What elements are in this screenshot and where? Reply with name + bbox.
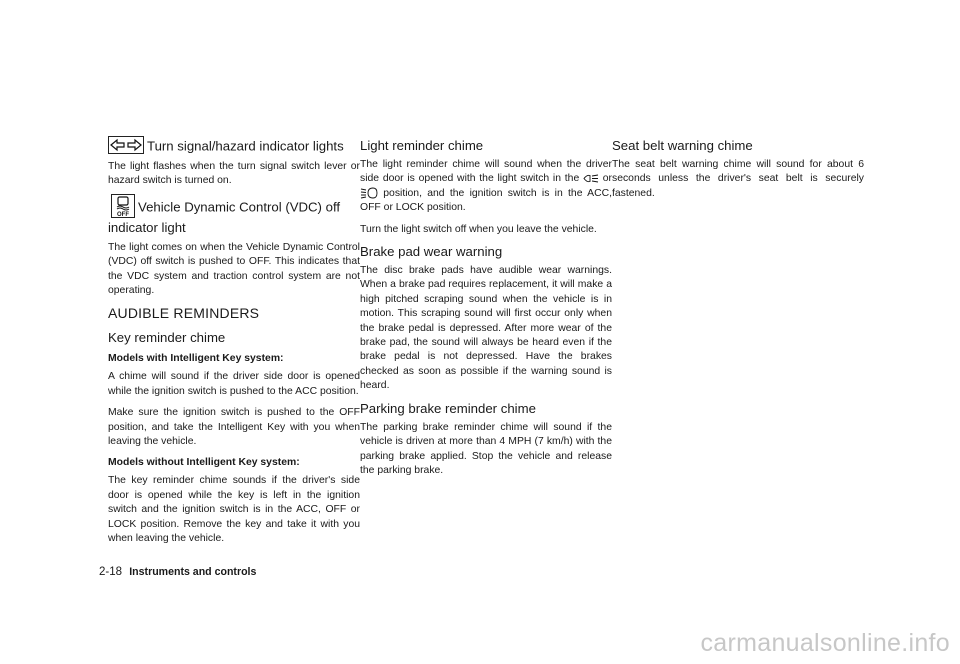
vdc-heading-line2: indicator light — [108, 219, 186, 235]
section-title: Instruments and controls — [129, 566, 257, 578]
without-ikey-subheading: Models without Intelligent Key system: — [108, 457, 300, 469]
vdc-off-icon-label: OFF — [117, 211, 129, 217]
turn-signal-icon — [108, 136, 144, 154]
seat-belt-heading: Seat belt warning chime — [612, 138, 753, 153]
turn-signal-body: The light flashes when the turn signal switch lever or hazard switch is turned on. — [108, 161, 360, 187]
light-reminder-paragraph-2: Turn the light switch off when you leave the vehicle. — [360, 223, 597, 235]
with-ikey-paragraph-2: Make sure the ignition switch is pushed to the OFF position, and take the Intelligent Key with you when leaving the vehicle. — [108, 407, 360, 448]
brake-pad-body: The disc brake pads have audible wear warnings. When a brake pad requires replacement, it will make a high pitched scraping sound when the vehicle is in motion. This scraping sound will first occur only when the brake pedal is depressed. After more wear of the brake pad, the sound will always be heard even if the brake pedal is not depressed. Have the brakes checked as soon as possible if the warning sound is heard. — [360, 265, 612, 392]
vdc-heading — [108, 196, 360, 236]
headlight-icon — [360, 187, 378, 199]
light-reminder-text-b: position, and the ignition switch is in the ACC, OFF or LOCK position. — [360, 187, 612, 214]
parking-brake-heading: Parking brake reminder chime — [360, 400, 536, 416]
with-ikey-subheading: Models with Intelligent Key system: — [108, 353, 284, 365]
without-ikey-paragraph: The key reminder chime sounds if the driver's side door is opened while the key is left in the ignition switch and the ignition switch is in the ACC, OFF or LOCK position. Remove the key and take it with you when leaving the vehicle. — [108, 475, 360, 545]
audible-reminders-heading: AUDIBLE REMINDERS — [108, 305, 260, 322]
column-middle — [360, 138, 612, 485]
vdc-off-icon — [111, 194, 135, 218]
key-reminder-heading: Key reminder chime — [108, 330, 226, 346]
column-right — [612, 138, 864, 208]
parking-light-icon — [583, 174, 599, 183]
watermark: carmanualsonline.info — [700, 629, 950, 657]
page-number: 2-18 — [99, 566, 123, 578]
seat-belt-body: The seat belt warning chime will sound for about 6 seconds unless the driver's seat belt is securely fastened. — [612, 159, 864, 199]
light-reminder-heading: Light reminder chime — [360, 138, 484, 153]
light-reminder-paragraph-1 — [360, 158, 612, 216]
column-left — [108, 138, 360, 554]
turn-signal-heading — [108, 138, 360, 156]
light-reminder-text-a: The light reminder chime will sound when the driver side door is opened with the light switch in the — [360, 159, 612, 185]
with-ikey-paragraph-1: A chime will sound if the driver side door is opened while the ignition switch is pushed to the ACC position. — [108, 371, 360, 397]
vdc-heading-line1: Vehicle Dynamic Control (VDC) off — [138, 199, 341, 215]
page-footer — [99, 566, 256, 578]
turn-signal-heading-text: Turn signal/hazard indicator lights — [147, 138, 344, 154]
light-reminder-text-or: or — [598, 173, 612, 185]
brake-pad-heading: Brake pad wear warning — [360, 244, 503, 260]
parking-brake-body: The parking brake reminder chime will sound if the vehicle is driven at more than 4 MPH (7 km/h) with the parking brake applied. Stop the vehicle and release the parking brake. — [360, 421, 612, 476]
vdc-body: The light comes on when the Vehicle Dynamic Control (VDC) off switch is pushed to OFF. This indicates that the VDC system and traction control system are not operating. — [108, 241, 360, 297]
